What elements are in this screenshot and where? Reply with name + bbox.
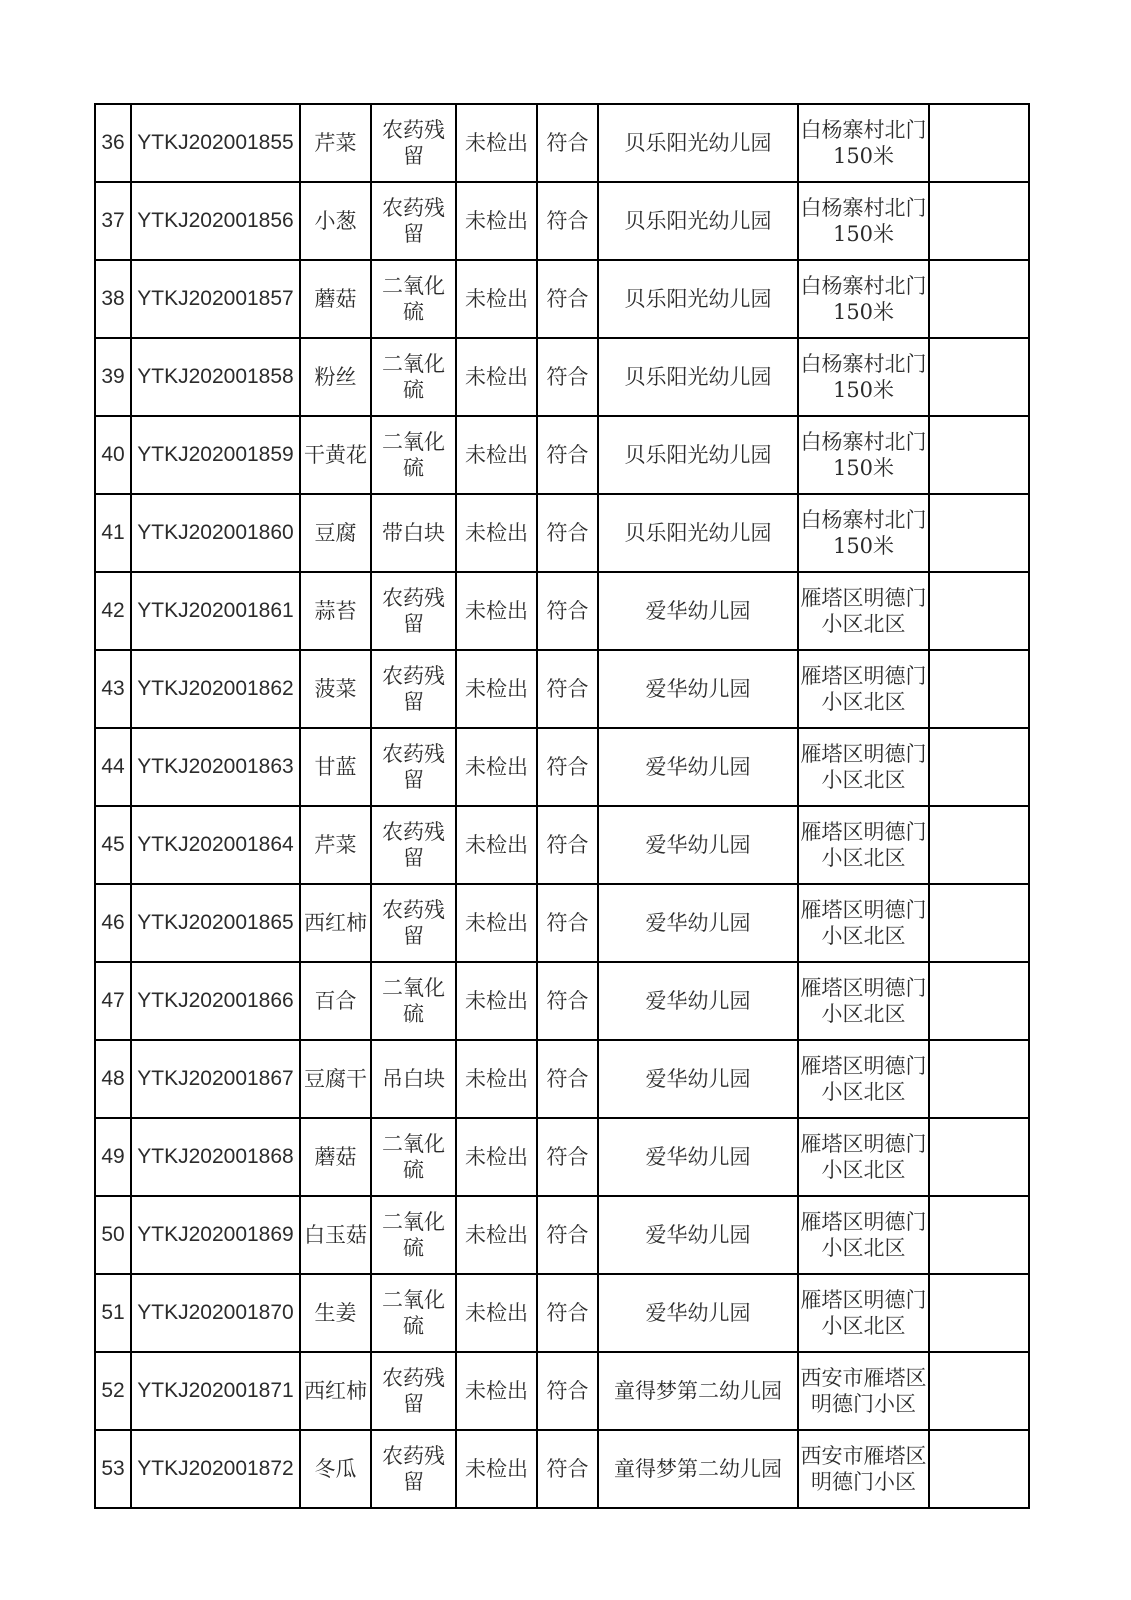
address-cell: 白杨寨村北门150米 [798, 338, 929, 416]
sample-id-cell: YTKJ202001856 [131, 182, 300, 260]
address-cell: 雁塔区明德门小区北区 [798, 1118, 929, 1196]
remark-cell [929, 1352, 1029, 1430]
conclusion-cell: 符合 [537, 572, 598, 650]
organization-cell: 爱华幼儿园 [598, 650, 798, 728]
row-number-cell: 42 [95, 572, 131, 650]
row-number-cell: 43 [95, 650, 131, 728]
test-item-cell: 二氧化硫 [371, 1118, 456, 1196]
sample-id-cell: YTKJ202001865 [131, 884, 300, 962]
test-item-cell: 二氧化硫 [371, 260, 456, 338]
table-row [95, 962, 1029, 1040]
result-cell: 未检出 [456, 962, 537, 1040]
remark-cell [929, 1196, 1029, 1274]
conclusion-cell: 符合 [537, 884, 598, 962]
sample-id-cell: YTKJ202001868 [131, 1118, 300, 1196]
conclusion-cell: 符合 [537, 338, 598, 416]
row-number-cell: 45 [95, 806, 131, 884]
row-number-cell: 37 [95, 182, 131, 260]
address-cell: 白杨寨村北门150米 [798, 416, 929, 494]
row-number-cell: 51 [95, 1274, 131, 1352]
row-number-cell: 52 [95, 1352, 131, 1430]
address-cell: 雁塔区明德门小区北区 [798, 1040, 929, 1118]
conclusion-cell: 符合 [537, 728, 598, 806]
remark-cell [929, 1274, 1029, 1352]
sample-name-cell: 冬瓜 [300, 1430, 371, 1508]
sample-id-cell: YTKJ202001864 [131, 806, 300, 884]
result-cell: 未检出 [456, 884, 537, 962]
test-item-cell: 二氧化硫 [371, 1196, 456, 1274]
conclusion-cell: 符合 [537, 1430, 598, 1508]
remark-cell [929, 416, 1029, 494]
conclusion-cell: 符合 [537, 416, 598, 494]
address-cell: 白杨寨村北门150米 [798, 104, 929, 182]
table-row [95, 884, 1029, 962]
address-cell: 西安市雁塔区明德门小区 [798, 1352, 929, 1430]
sample-name-cell: 小葱 [300, 182, 371, 260]
table-row [95, 572, 1029, 650]
inspection-results-table [94, 103, 1030, 1509]
conclusion-cell: 符合 [537, 1040, 598, 1118]
address-cell: 雁塔区明德门小区北区 [798, 650, 929, 728]
test-item-cell: 二氧化硫 [371, 416, 456, 494]
sample-id-cell: YTKJ202001863 [131, 728, 300, 806]
table-row [95, 650, 1029, 728]
conclusion-cell: 符合 [537, 1118, 598, 1196]
result-cell: 未检出 [456, 338, 537, 416]
sample-name-cell: 粉丝 [300, 338, 371, 416]
remark-cell [929, 884, 1029, 962]
sample-id-cell: YTKJ202001871 [131, 1352, 300, 1430]
remark-cell [929, 338, 1029, 416]
table-row [95, 728, 1029, 806]
conclusion-cell: 符合 [537, 1196, 598, 1274]
sample-id-cell: YTKJ202001869 [131, 1196, 300, 1274]
result-cell: 未检出 [456, 650, 537, 728]
sample-id-cell: YTKJ202001870 [131, 1274, 300, 1352]
conclusion-cell: 符合 [537, 962, 598, 1040]
remark-cell [929, 806, 1029, 884]
organization-cell: 童得梦第二幼儿园 [598, 1430, 798, 1508]
address-cell: 西安市雁塔区明德门小区 [798, 1430, 929, 1508]
organization-cell: 爱华幼儿园 [598, 1196, 798, 1274]
result-cell: 未检出 [456, 806, 537, 884]
row-number-cell: 39 [95, 338, 131, 416]
sample-name-cell: 西红柿 [300, 884, 371, 962]
sample-name-cell: 豆腐 [300, 494, 371, 572]
row-number-cell: 53 [95, 1430, 131, 1508]
table-row [95, 1040, 1029, 1118]
result-cell: 未检出 [456, 1430, 537, 1508]
sample-name-cell: 甘蓝 [300, 728, 371, 806]
sample-name-cell: 芹菜 [300, 806, 371, 884]
result-cell: 未检出 [456, 104, 537, 182]
conclusion-cell: 符合 [537, 806, 598, 884]
result-cell: 未检出 [456, 728, 537, 806]
remark-cell [929, 962, 1029, 1040]
sample-name-cell: 蘑菇 [300, 260, 371, 338]
test-item-cell: 农药残留 [371, 1352, 456, 1430]
sample-name-cell: 蘑菇 [300, 1118, 371, 1196]
sample-name-cell: 菠菜 [300, 650, 371, 728]
row-number-cell: 46 [95, 884, 131, 962]
result-cell: 未检出 [456, 1274, 537, 1352]
organization-cell: 爱华幼儿园 [598, 572, 798, 650]
remark-cell [929, 182, 1029, 260]
organization-cell: 爱华幼儿园 [598, 962, 798, 1040]
table-row [95, 1430, 1029, 1508]
result-cell: 未检出 [456, 1196, 537, 1274]
sample-name-cell: 白玉菇 [300, 1196, 371, 1274]
result-cell: 未检出 [456, 416, 537, 494]
result-cell: 未检出 [456, 182, 537, 260]
organization-cell: 贝乐阳光幼儿园 [598, 260, 798, 338]
test-item-cell: 二氧化硫 [371, 338, 456, 416]
row-number-cell: 47 [95, 962, 131, 1040]
address-cell: 雁塔区明德门小区北区 [798, 806, 929, 884]
table-row [95, 182, 1029, 260]
sample-name-cell: 干黄花 [300, 416, 371, 494]
table-row [95, 104, 1029, 182]
result-cell: 未检出 [456, 494, 537, 572]
row-number-cell: 49 [95, 1118, 131, 1196]
remark-cell [929, 650, 1029, 728]
sample-id-cell: YTKJ202001860 [131, 494, 300, 572]
conclusion-cell: 符合 [537, 650, 598, 728]
organization-cell: 贝乐阳光幼儿园 [598, 494, 798, 572]
remark-cell [929, 1118, 1029, 1196]
address-cell: 白杨寨村北门150米 [798, 182, 929, 260]
result-cell: 未检出 [456, 260, 537, 338]
address-cell: 雁塔区明德门小区北区 [798, 1196, 929, 1274]
remark-cell [929, 728, 1029, 806]
sample-id-cell: YTKJ202001861 [131, 572, 300, 650]
sample-id-cell: YTKJ202001857 [131, 260, 300, 338]
test-item-cell: 农药残留 [371, 884, 456, 962]
row-number-cell: 48 [95, 1040, 131, 1118]
sample-id-cell: YTKJ202001872 [131, 1430, 300, 1508]
address-cell: 雁塔区明德门小区北区 [798, 884, 929, 962]
remark-cell [929, 260, 1029, 338]
result-cell: 未检出 [456, 1118, 537, 1196]
sample-id-cell: YTKJ202001858 [131, 338, 300, 416]
organization-cell: 爱华幼儿园 [598, 728, 798, 806]
row-number-cell: 40 [95, 416, 131, 494]
table-row [95, 1274, 1029, 1352]
conclusion-cell: 符合 [537, 182, 598, 260]
conclusion-cell: 符合 [537, 260, 598, 338]
test-item-cell: 农药残留 [371, 728, 456, 806]
organization-cell: 贝乐阳光幼儿园 [598, 416, 798, 494]
sample-name-cell: 蒜苔 [300, 572, 371, 650]
sample-name-cell: 西红柿 [300, 1352, 371, 1430]
sample-id-cell: YTKJ202001866 [131, 962, 300, 1040]
test-item-cell: 农药残留 [371, 650, 456, 728]
conclusion-cell: 符合 [537, 494, 598, 572]
organization-cell: 爱华幼儿园 [598, 1118, 798, 1196]
test-item-cell: 二氧化硫 [371, 962, 456, 1040]
table-row [95, 416, 1029, 494]
test-item-cell: 农药残留 [371, 1430, 456, 1508]
result-cell: 未检出 [456, 1352, 537, 1430]
test-item-cell: 农药残留 [371, 182, 456, 260]
remark-cell [929, 104, 1029, 182]
organization-cell: 爱华幼儿园 [598, 1274, 798, 1352]
address-cell: 雁塔区明德门小区北区 [798, 728, 929, 806]
test-item-cell: 吊白块 [371, 1040, 456, 1118]
address-cell: 白杨寨村北门150米 [798, 260, 929, 338]
organization-cell: 童得梦第二幼儿园 [598, 1352, 798, 1430]
result-cell: 未检出 [456, 572, 537, 650]
remark-cell [929, 572, 1029, 650]
sample-name-cell: 生姜 [300, 1274, 371, 1352]
organization-cell: 贝乐阳光幼儿园 [598, 182, 798, 260]
sample-id-cell: YTKJ202001855 [131, 104, 300, 182]
organization-cell: 贝乐阳光幼儿园 [598, 104, 798, 182]
table-row [95, 806, 1029, 884]
row-number-cell: 50 [95, 1196, 131, 1274]
test-item-cell: 二氧化硫 [371, 1274, 456, 1352]
test-item-cell: 农药残留 [371, 104, 456, 182]
sample-name-cell: 芹菜 [300, 104, 371, 182]
row-number-cell: 38 [95, 260, 131, 338]
table-row [95, 338, 1029, 416]
sample-id-cell: YTKJ202001867 [131, 1040, 300, 1118]
table-row [95, 1352, 1029, 1430]
address-cell: 雁塔区明德门小区北区 [798, 962, 929, 1040]
organization-cell: 爱华幼儿园 [598, 806, 798, 884]
row-number-cell: 36 [95, 104, 131, 182]
organization-cell: 贝乐阳光幼儿园 [598, 338, 798, 416]
table-row [95, 260, 1029, 338]
address-cell: 雁塔区明德门小区北区 [798, 1274, 929, 1352]
conclusion-cell: 符合 [537, 1274, 598, 1352]
sample-name-cell: 豆腐干 [300, 1040, 371, 1118]
table-row [95, 494, 1029, 572]
conclusion-cell: 符合 [537, 104, 598, 182]
organization-cell: 爱华幼儿园 [598, 884, 798, 962]
row-number-cell: 44 [95, 728, 131, 806]
address-cell: 白杨寨村北门150米 [798, 494, 929, 572]
remark-cell [929, 1040, 1029, 1118]
sample-id-cell: YTKJ202001859 [131, 416, 300, 494]
test-item-cell: 农药残留 [371, 806, 456, 884]
sample-id-cell: YTKJ202001862 [131, 650, 300, 728]
address-cell: 雁塔区明德门小区北区 [798, 572, 929, 650]
conclusion-cell: 符合 [537, 1352, 598, 1430]
remark-cell [929, 1430, 1029, 1508]
table-row [95, 1118, 1029, 1196]
result-cell: 未检出 [456, 1040, 537, 1118]
table-row [95, 1196, 1029, 1274]
sample-name-cell: 百合 [300, 962, 371, 1040]
remark-cell [929, 494, 1029, 572]
test-item-cell: 带白块 [371, 494, 456, 572]
table-container [94, 103, 1030, 1509]
organization-cell: 爱华幼儿园 [598, 1040, 798, 1118]
test-item-cell: 农药残留 [371, 572, 456, 650]
row-number-cell: 41 [95, 494, 131, 572]
